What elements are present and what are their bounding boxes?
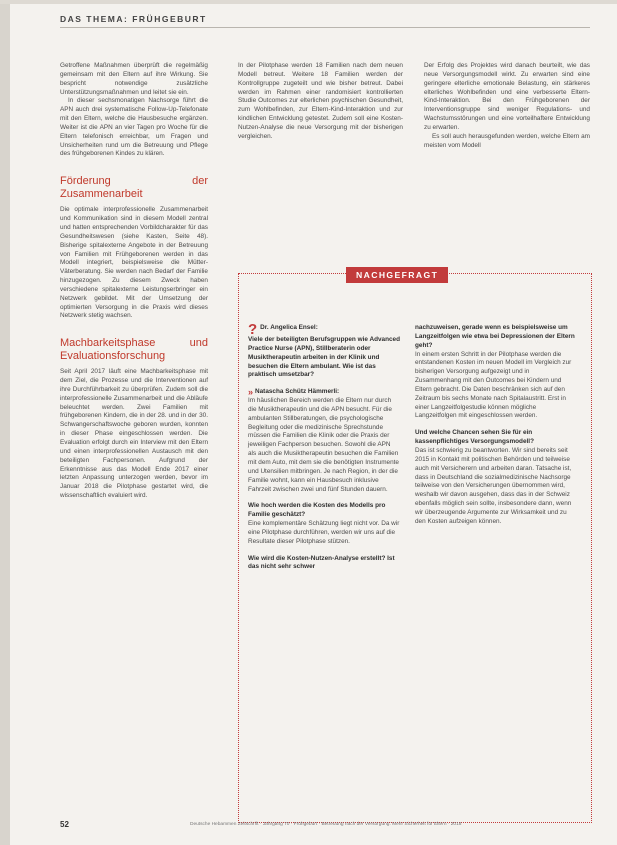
column-1	[60, 62, 208, 501]
heading-zusammenarbeit: Förderung der Zusammenarbeit	[60, 175, 208, 200]
col1-paragraph-3: Die optimale interprofessionelle Zusammenarbeit und Kommunikation sind in diesem Modell zentral und hatten entsprechenden Vorbildcharakter für das Gesundheitswesen (siehe Kasten, Seite 48). Bisherige spitalexterne Angebote in der Betreuung von Familien mit Frühgeborenen werden in das Modell integriert, beispielsweise die Mütter-Väterberatung. Sie werden nach Bedarf der Familie hinzugezogen. Zu diesem Zweck haben verschiedene spitalexterne Leistungserbringer ein Netzwerk gebildet. Mit der Umsetzung der optimierten Versorgung in die Praxis wird dieses Netzwerk stetig wachsen.	[60, 206, 208, 320]
section-header: DAS THEMA: FRÜHGEBURT	[60, 14, 207, 24]
question-1-asker-row	[248, 321, 400, 338]
page-number: 52	[60, 820, 69, 829]
col2-paragraph-1: In der Pilotphase werden 18 Familien nach dem neuen Modell betreut. Weitere 18 Familien werden der Kontrollgruppe zugeteilt und wie bisher betreut. Dabei werden im Rahmen einer randomisiert kontrollierten Studie Outcomes zur elterlichen psychischen Gesundheit, zum Wohlbefinden, zur Eltern-Kind-Interaktion und zur kindlichen Entwicklung getestet. Zudem soll eine Kosten-Nutzen-Analyse die neue Versorgung mit der bisherigen vergleichen.	[238, 62, 403, 140]
question-4: Und welche Chancen sehen Sie für ein kassenpflichtiges Versorgungsmodell?	[415, 429, 534, 446]
interview-box-label: NACHGEFRAGT	[346, 267, 448, 283]
answer-4: Das ist schwierig zu beantworten. Wir sind bereits seit 2015 in Kontakt mit politischen Behörden und teilweise auch mit Versicherern und arbeiten daran. Tatsache ist, dass in Deutschland die sozialmedizinische Nachsorge teilweise von den Versicherungen übernommen wird, weshalb wir davon ausgehen, dass das in der Schweiz ebenfalls möglich sein sollte, insbesondere dann, wenn wir überzeugende Argumente zur Wirksamkeit und zu den Kosten aufzeigen können.	[415, 446, 572, 525]
col3-paragraph-1: Der Erfolg des Projektes wird danach beurteilt, wie das neue Versorgungsmodell wirkt. Zu erwarten sind eine geringere elterliche emotionale Belastung, ein stärkeres elterliches Wohlbefinden und eine verbesserte Eltern-Kind-Interaktion. Bei den Frühgeborenen der Interventionsgruppe sind weniger Regulations- und Wachstumsstörungen und eine vorteilhaftere Entwicklung zu erwarten.	[424, 62, 590, 131]
interview-column-right	[415, 324, 575, 527]
header-rule	[60, 27, 590, 28]
column-3	[424, 62, 590, 150]
col1-paragraph-1: Getroffene Maßnahmen überprüft die regelmäßig gemeinsam mit den Eltern auf ihre Wirkung. Sie bespricht notwendige zusätzliche Unterstützungsmaßnahmen und leitet sie ein.	[60, 62, 208, 96]
answer-1: Im häuslichen Bereich werden die Eltern nur durch die Musiktherapeutin und die APN besucht. Für die ambulanten Stillberatungen, die psychologische Begleitung oder die medizinische Sprechstunde müssen die Familien die Klinik oder die Praxis der jeweiligen Fachperson besuchen. Sowohl die APN als auch die Musiktherapeutin besuchen die Familien mit dem Auto, mit dem sie die benötigten Instrumente und Utensilien mitbringen. Je nach Region, in der die Familie wohnt, kann ein Hausbesuch inklusive Fahrzeit zwischen zwei und fünf Stunden dauern.	[248, 397, 399, 493]
interview-column-left	[248, 321, 400, 572]
answer-1-speaker-row	[248, 388, 400, 397]
col3-paragraph-2: Es soll auch herausgefunden werden, welche Eltern am meisten vom Modell	[424, 132, 590, 149]
heading-machbarkeitsphase: Machbarkeitsphase und Evaluationsforschung	[60, 337, 208, 362]
double-chevron-icon: »	[248, 387, 254, 398]
question-mark-icon: ?	[248, 321, 258, 338]
question-3-continued: nachzuweisen, gerade wenn es beispielsweise um Langzeitfolgen wie etwa bei Depressionen der Eltern geht?	[415, 324, 575, 349]
col1-paragraph-2: In dieser sechsmonatigen Nachsorge führt die APN auch drei systematische Follow-Up-Telefonate mit den Eltern, welche die Hausbesuche ergänzen. Weiter ist die APN an vier Tagen pro Woche für die Eltern telefonisch erreichbar, um Fragen und Unsicherheiten rund um die Betreuung und Pflege des frühgeborenen Kindes zu klären.	[60, 97, 208, 158]
page-edge-shadow	[0, 0, 10, 845]
question-1: Viele der beteiligten Berufsgruppen wie Advanced Practice Nurse (APN), Stillberaterin oder Musiktherapeutin arbeiten in der Klinik und besuchen die Eltern ambulant. Wie ist das praktisch umsetzbar?	[248, 336, 400, 379]
col1-paragraph-4: Seit April 2017 läuft eine Machbarkeitsphase mit dem Ziel, die Prozesse und die Interventionen auf ihre Durchführbarkeit zu überprüfen. Zudem soll die interprofessionelle Zusammenarbeit und die Abläufe beleuchtet werden. Zwei Familien mit frühgeborenen Kindern, die in der 28. und in der 30. Schwangerschaftswoche geboren wurden, konnten in dieser Phase eingeschlossen werden. Die Evaluation erfolgt durch ein Interview mit den Eltern und einen interprofessionellen Austausch mit den beteiligten Fachpersonen. Aufgrund der Erkenntnisse aus das Modell Ende 2017 einer letzten Anpassung unterzogen werden, bevor im Januar 2018 die Pilotphase gestartet wird, die wissenschaftlich evaluiert wird.	[60, 368, 208, 500]
question-2: Wie hoch werden die Kosten des Modells pro Familie geschätzt?	[248, 502, 386, 519]
answer-1-speaker: Natascha Schütz Hämmerli:	[255, 388, 340, 396]
page-edge-top	[0, 0, 617, 4]
column-2	[238, 62, 403, 142]
answer-2: Eine komplementäre Schätzung liegt nicht vor. Da wir eine Pilotphase durchführen, werden wir uns auf die Resultate dieser Pilotphase stützen.	[248, 520, 400, 545]
answer-3: In einem ersten Schritt in der Pilotphase werden die entstandenen Kosten im neuen Modell im Vergleich zur bisherigen Versorgung aufgezeigt und in Zusammenhang mit den Outcomes bei Kindern und Eltern gebracht. Die Daten beschränken sich auf den Zeitraum bis sechs Monate nach Spitalaustritt. Erst in einer Langzeitfolgestudie können mögliche Langzeitfolgen mit eingeschlossen werden.	[415, 350, 572, 420]
question-3: Wie wird die Kosten-Nutzen-Analyse erstellt? Ist das nicht sehr schwer	[248, 554, 395, 571]
footer-source: Deutsche Hebammen Zeitschrift · Jahrgang 70 · Frühgeburt · Betreuung nach der Versorgung: Mehr Sicherheit für Eltern · 2018	[190, 822, 462, 827]
question-1-asker: Dr. Angelica Ensel:	[260, 324, 318, 331]
